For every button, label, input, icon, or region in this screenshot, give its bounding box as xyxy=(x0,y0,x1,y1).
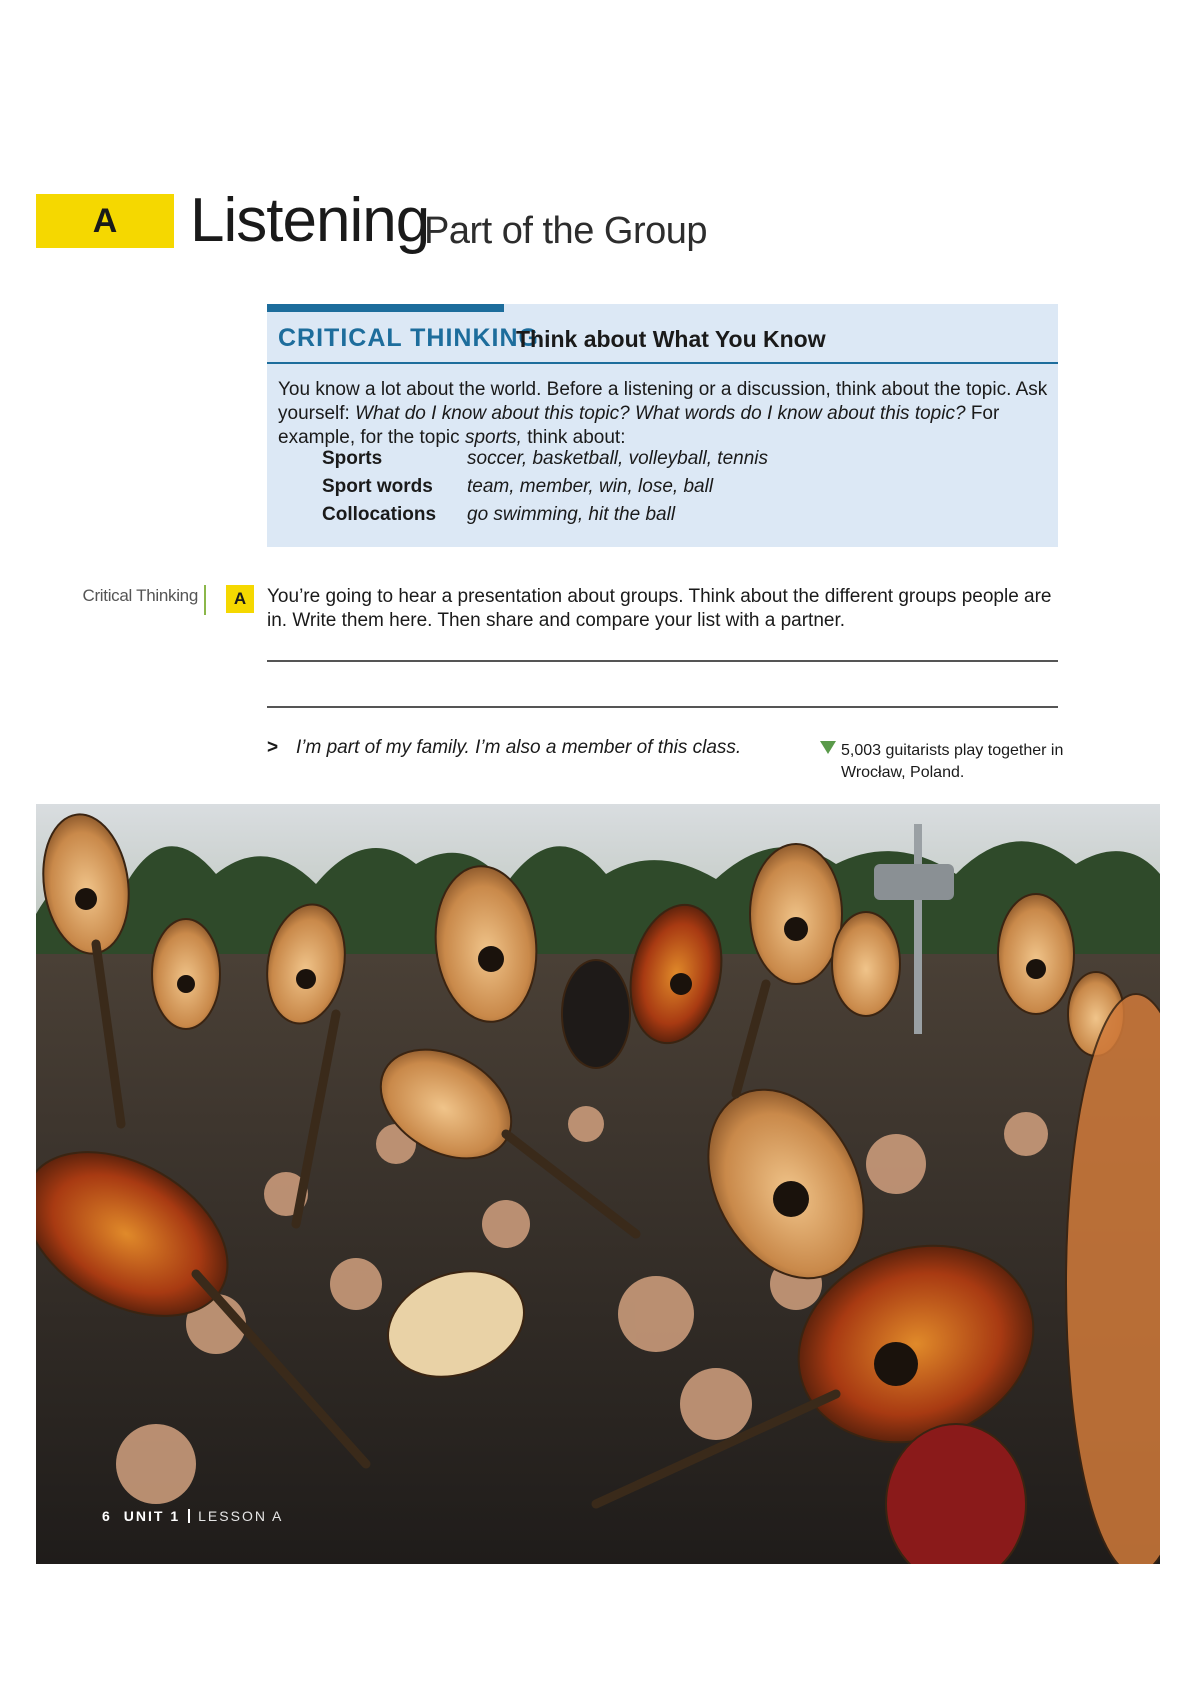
vocab-examples: team, member, win, lose, ball xyxy=(467,476,714,497)
skill-label: Critical Thinking xyxy=(82,586,198,605)
footer-unit: UNIT 1 xyxy=(123,1508,181,1524)
vocab-examples: go swimming, hit the ball xyxy=(467,504,676,525)
footer-lesson: LESSON A xyxy=(198,1508,284,1524)
intro-topic: sports, xyxy=(464,427,522,448)
intro-text: For example, for the topic xyxy=(278,403,1000,448)
vocab-row xyxy=(322,447,768,471)
vocab-term: Collocations xyxy=(322,504,437,525)
vocab-term: Sports xyxy=(322,448,383,469)
footer-separator xyxy=(188,1509,190,1523)
skill-divider xyxy=(204,585,206,615)
section-tag xyxy=(36,194,174,248)
intro-questions: What do I know about this topic? What words do I know about this topic? xyxy=(355,403,966,424)
box-accent-bar xyxy=(267,304,504,312)
critical-thinking-intro xyxy=(278,378,1048,450)
vocab-term: Sport words xyxy=(322,476,433,497)
vocab-examples: soccer, basketball, volleyball, tennis xyxy=(467,448,768,469)
page-number: 6 xyxy=(102,1508,112,1524)
vocab-row xyxy=(322,503,675,527)
exercise-letter: A xyxy=(226,585,254,613)
example-marker: > xyxy=(267,737,279,758)
box-divider xyxy=(267,362,1058,364)
answer-line[interactable] xyxy=(267,706,1058,708)
example-sentence: I’m part of my family. I’m also a member of this class. xyxy=(296,737,742,758)
caption-down-arrow-icon xyxy=(820,741,836,755)
critical-thinking-title: Think about What You Know xyxy=(516,326,826,352)
section-title: Listening xyxy=(190,186,430,255)
photo-caption: 5,003 guitarists play together in Wrocław, Poland. xyxy=(841,742,1064,781)
critical-thinking-box xyxy=(267,304,1058,547)
vocab-row xyxy=(322,475,713,499)
section-letter: A xyxy=(92,201,118,240)
intro-text: You know a lot about the world. Before a listening or a discussion, think about the topic. Ask yourself: xyxy=(278,379,1048,424)
answer-line[interactable] xyxy=(267,660,1058,662)
intro-text: think about: xyxy=(521,427,626,448)
critical-thinking-label: CRITICAL THINKING xyxy=(278,324,539,352)
guitarists-crowd-photo xyxy=(36,804,1160,1564)
exercise-prompt: You’re going to hear a presentation about groups. Think about the different groups people are in. Write them here. Then share and compare your list with a partner. xyxy=(267,586,1052,631)
section-subtitle: Part of the Group xyxy=(424,210,707,252)
page-footer xyxy=(102,1508,283,1524)
